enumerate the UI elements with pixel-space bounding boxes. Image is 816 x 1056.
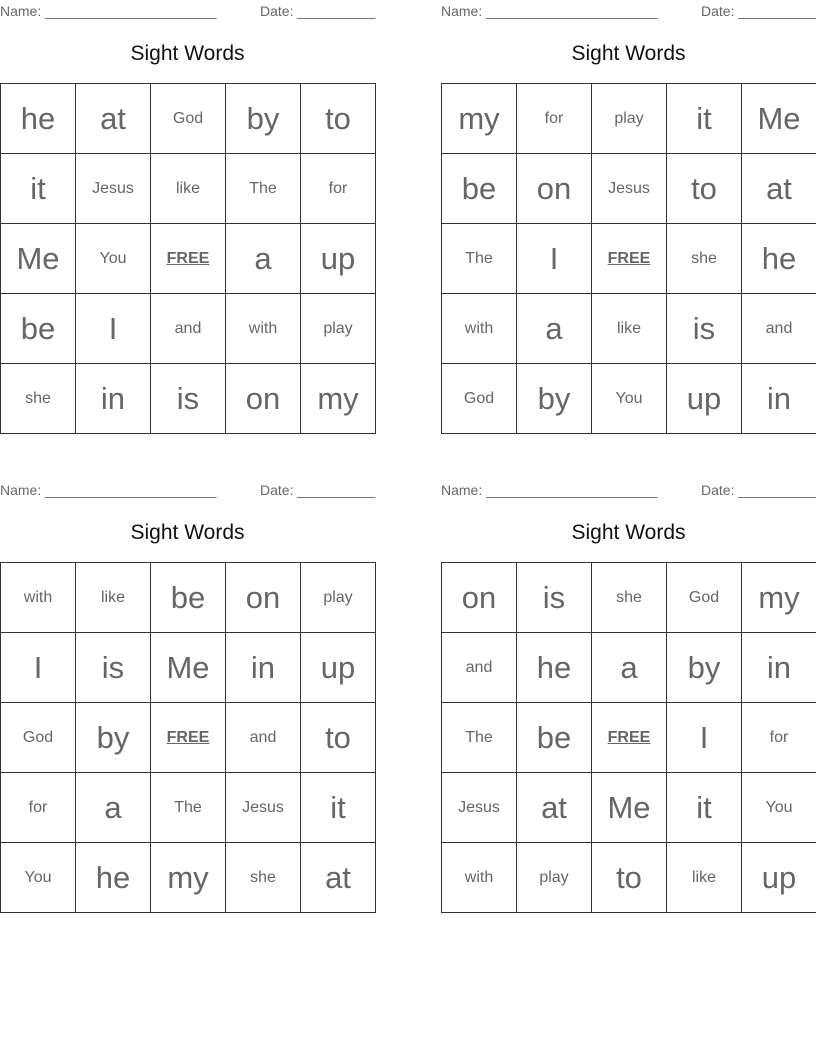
grid-row [1,563,376,633]
word-cell[interactable]: for [517,84,592,154]
bingo-card-2 [441,0,816,416]
word-cell[interactable]: and [442,633,517,703]
word-cell[interactable]: I [1,633,76,703]
word-cell[interactable]: I [667,703,742,773]
word-cell[interactable]: be [151,563,226,633]
word-cell[interactable]: on [226,563,301,633]
grid-row [442,84,816,154]
word-cell[interactable]: to [301,84,376,154]
word-cell[interactable]: she [226,843,301,913]
word-cell[interactable]: he [517,633,592,703]
grid-row [1,294,376,364]
grid-row [442,703,816,773]
word-cell[interactable]: my [151,843,226,913]
word-cell[interactable]: up [667,364,742,434]
grid-row [442,224,816,294]
bingo-grid [441,562,816,913]
grid-row [1,364,376,434]
word-cell[interactable]: to [667,154,742,224]
word-cell[interactable]: at [517,773,592,843]
word-cell[interactable]: a [226,224,301,294]
card-title: Sight Words [571,521,686,544]
word-cell[interactable]: like [76,563,151,633]
word-cell[interactable]: and [742,294,816,364]
card-title: Sight Words [130,521,245,544]
word-cell[interactable]: my [301,364,376,434]
grid-row [442,843,816,913]
word-cell[interactable]: Jesus [442,773,517,843]
word-cell[interactable]: a [592,633,667,703]
word-cell[interactable]: be [442,154,517,224]
word-cell[interactable]: in [226,633,301,703]
word-cell[interactable]: like [151,154,226,224]
grid-row [1,633,376,703]
word-cell[interactable]: she [1,364,76,434]
word-cell[interactable]: she [592,563,667,633]
date-field[interactable]: Date: __________ [260,482,376,498]
word-cell[interactable]: with [226,294,301,364]
grid-row [1,703,376,773]
word-cell[interactable]: by [226,84,301,154]
name-field[interactable]: Name: ______________________ [0,3,217,19]
word-cell[interactable]: Jesus [226,773,301,843]
word-cell[interactable]: for [1,773,76,843]
word-cell[interactable]: she [667,224,742,294]
word-cell[interactable]: he [1,84,76,154]
word-cell[interactable]: it [1,154,76,224]
word-cell[interactable]: Me [151,633,226,703]
card-header [0,0,375,22]
grid-row [1,154,376,224]
word-cell[interactable]: it [667,773,742,843]
card-title: Sight Words [571,42,686,65]
word-cell[interactable]: on [517,154,592,224]
word-cell[interactable]: is [517,563,592,633]
bingo-grid [0,83,376,434]
word-cell[interactable]: God [442,364,517,434]
word-cell[interactable]: You [742,773,816,843]
card-header [0,479,375,501]
word-cell[interactable]: it [301,773,376,843]
word-cell[interactable]: like [592,294,667,364]
name-field[interactable]: Name: ______________________ [441,3,658,19]
word-cell[interactable]: is [76,633,151,703]
word-cell[interactable]: in [742,633,816,703]
word-cell[interactable]: is [151,364,226,434]
word-cell[interactable]: You [1,843,76,913]
word-cell[interactable]: a [517,294,592,364]
bingo-card-4 [441,479,816,895]
bingo-card-3 [0,479,376,895]
card-header [441,479,816,501]
date-field[interactable]: Date: __________ [701,3,816,19]
word-cell[interactable]: play [301,563,376,633]
date-field[interactable]: Date: __________ [260,3,376,19]
word-cell[interactable]: at [742,154,816,224]
card-header [441,0,816,22]
date-field[interactable]: Date: __________ [701,482,816,498]
word-cell[interactable]: for [301,154,376,224]
word-cell[interactable]: up [301,224,376,294]
word-cell[interactable]: The [226,154,301,224]
grid-row [442,154,816,224]
word-cell[interactable]: it [667,84,742,154]
word-cell[interactable]: with [1,563,76,633]
word-cell[interactable]: on [226,364,301,434]
name-field[interactable]: Name: ______________________ [441,482,658,498]
word-cell[interactable]: with [442,843,517,913]
word-cell[interactable]: with [442,294,517,364]
word-cell[interactable]: up [301,633,376,703]
word-cell[interactable]: like [667,843,742,913]
word-cell[interactable]: and [151,294,226,364]
word-cell[interactable]: in [76,364,151,434]
word-cell[interactable]: he [742,224,816,294]
word-cell[interactable]: be [517,703,592,773]
word-cell[interactable]: in [742,364,816,434]
word-cell[interactable]: play [592,84,667,154]
word-cell[interactable]: God [151,84,226,154]
grid-row [1,224,376,294]
word-cell[interactable]: God [667,563,742,633]
word-cell[interactable]: by [667,633,742,703]
grid-row [1,84,376,154]
word-cell[interactable]: I [517,224,592,294]
word-cell[interactable]: up [742,843,816,913]
word-cell[interactable]: on [442,563,517,633]
word-cell[interactable]: play [301,294,376,364]
word-cell[interactable]: You [592,364,667,434]
bingo-card-1 [0,0,376,416]
name-field[interactable]: Name: ______________________ [0,482,217,498]
word-cell[interactable]: Jesus [76,154,151,224]
grid-row [442,633,816,703]
word-cell[interactable]: Me [1,224,76,294]
bingo-grid [441,83,816,434]
word-cell[interactable]: for [742,703,816,773]
word-cell[interactable]: by [76,703,151,773]
word-cell[interactable]: he [76,843,151,913]
bingo-grid [0,562,376,913]
grid-row [442,563,816,633]
word-cell[interactable]: to [592,843,667,913]
word-cell[interactable]: and [226,703,301,773]
word-cell[interactable]: my [742,563,816,633]
word-cell[interactable]: The [442,224,517,294]
word-cell[interactable]: The [442,703,517,773]
word-cell[interactable]: The [151,773,226,843]
word-cell[interactable]: to [301,703,376,773]
word-cell[interactable]: Me [592,773,667,843]
word-cell[interactable]: Jesus [592,154,667,224]
free-space[interactable]: FREE [592,703,667,773]
word-cell[interactable]: a [76,773,151,843]
word-cell[interactable]: at [76,84,151,154]
grid-row [1,843,376,913]
word-cell[interactable]: Me [742,84,816,154]
word-cell[interactable]: God [1,703,76,773]
word-cell[interactable]: You [76,224,151,294]
word-cell[interactable]: be [1,294,76,364]
word-cell[interactable]: I [76,294,151,364]
card-title: Sight Words [130,42,245,65]
word-cell[interactable]: is [667,294,742,364]
grid-row [1,773,376,843]
grid-row [442,773,816,843]
word-cell[interactable]: by [517,364,592,434]
free-space[interactable]: FREE [592,224,667,294]
word-cell[interactable]: my [442,84,517,154]
word-cell[interactable]: at [301,843,376,913]
free-space[interactable]: FREE [151,703,226,773]
grid-row [442,364,816,434]
grid-row [442,294,816,364]
word-cell[interactable]: play [517,843,592,913]
free-space[interactable]: FREE [151,224,226,294]
